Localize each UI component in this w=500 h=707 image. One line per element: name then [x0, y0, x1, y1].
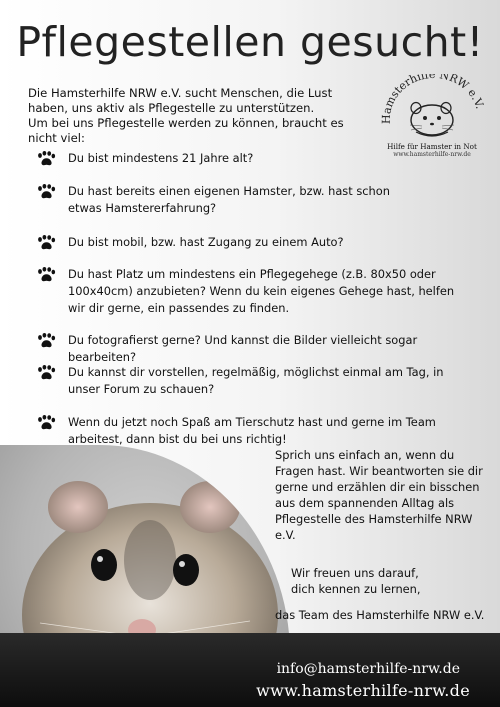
logo-tagline: Hilfe für Hamster in Not	[387, 142, 477, 151]
paw-print-icon	[36, 184, 58, 200]
signature: das Team des Hamsterhilfe NRW e.V.	[275, 608, 485, 622]
thanks-text	[291, 565, 481, 597]
requirement-item	[36, 332, 466, 366]
requirement-item	[36, 266, 466, 317]
intro-text	[28, 86, 368, 146]
website-link[interactable]: www.hamsterhilfe-nrw.de	[256, 681, 470, 700]
requirement-item	[36, 183, 466, 217]
paw-print-icon	[36, 415, 58, 431]
paw-print-icon	[36, 333, 58, 349]
hamsterhilfe-logo	[380, 74, 484, 160]
paw-print-icon	[36, 365, 58, 381]
intro-line-1: Die Hamsterhilfe NRW e.V. sucht Menschen, die Lust	[28, 86, 333, 100]
requirement-text: Du bist mobil, bzw. hast Zugang zu einem Auto?	[68, 235, 344, 249]
requirement-text: Wenn du jetzt noch Spaß am Tierschutz hast und gerne im Team arbeitest, dann bist du bei uns richtig!	[68, 415, 436, 446]
intro-line-2: haben, uns aktiv als Pflegestelle zu unterstützen.	[28, 101, 315, 115]
thanks-line-1: Wir freuen uns darauf,	[291, 566, 419, 580]
email-link[interactable]: info@hamsterhilfe-nrw.de	[276, 661, 460, 677]
requirement-item	[36, 234, 466, 251]
logo-url: www.hamsterhilfe-nrw.de	[393, 151, 471, 158]
requirement-text: Du fotografierst gerne? Und kannst die Bilder vielleicht sogar bearbeiten?	[68, 333, 418, 364]
thanks-line-2: dich kennen zu lernen,	[291, 582, 421, 596]
hamster-logo-icon	[380, 74, 484, 142]
paw-print-icon	[36, 267, 58, 283]
paw-print-icon	[36, 151, 58, 167]
requirement-text: Du kannst dir vorstellen, regelmäßig, möglichst einmal am Tag, in unser Forum zu schauen?	[68, 365, 444, 396]
logo-name: Hamsterhilfe NRW e.V	[380, 74, 484, 125]
requirement-text: Du hast bereits einen eigenen Hamster, bzw. hast schon etwas Hamstererfahrung?	[68, 184, 390, 215]
requirement-item	[36, 414, 466, 448]
requirement-text: Du bist mindestens 21 Jahre alt?	[68, 151, 254, 165]
requirement-item	[36, 364, 466, 398]
closing-text: Sprich uns einfach an, wenn du Fragen hast. Wir beantworten sie dir gerne und erzählen dir ein bisschen aus dem spannenden Alltag als Pflegestelle des Hamsterhilfe NRW e.V.	[275, 448, 483, 542]
paw-print-icon	[36, 235, 58, 251]
page-title: Pflegestellen gesucht!	[16, 18, 484, 66]
intro-line-3: Um bei uns Pflegestelle werden zu können, braucht es nicht viel:	[28, 116, 344, 145]
requirement-item	[36, 150, 466, 167]
requirement-text: Du hast Platz um mindestens ein Pflegegehege (z.B. 80x50 oder 100x40cm) anzubieten? Wenn du kein eigenes Gehege hast, helfen wir dir gerne, ein passendes zu finden.	[68, 267, 455, 315]
